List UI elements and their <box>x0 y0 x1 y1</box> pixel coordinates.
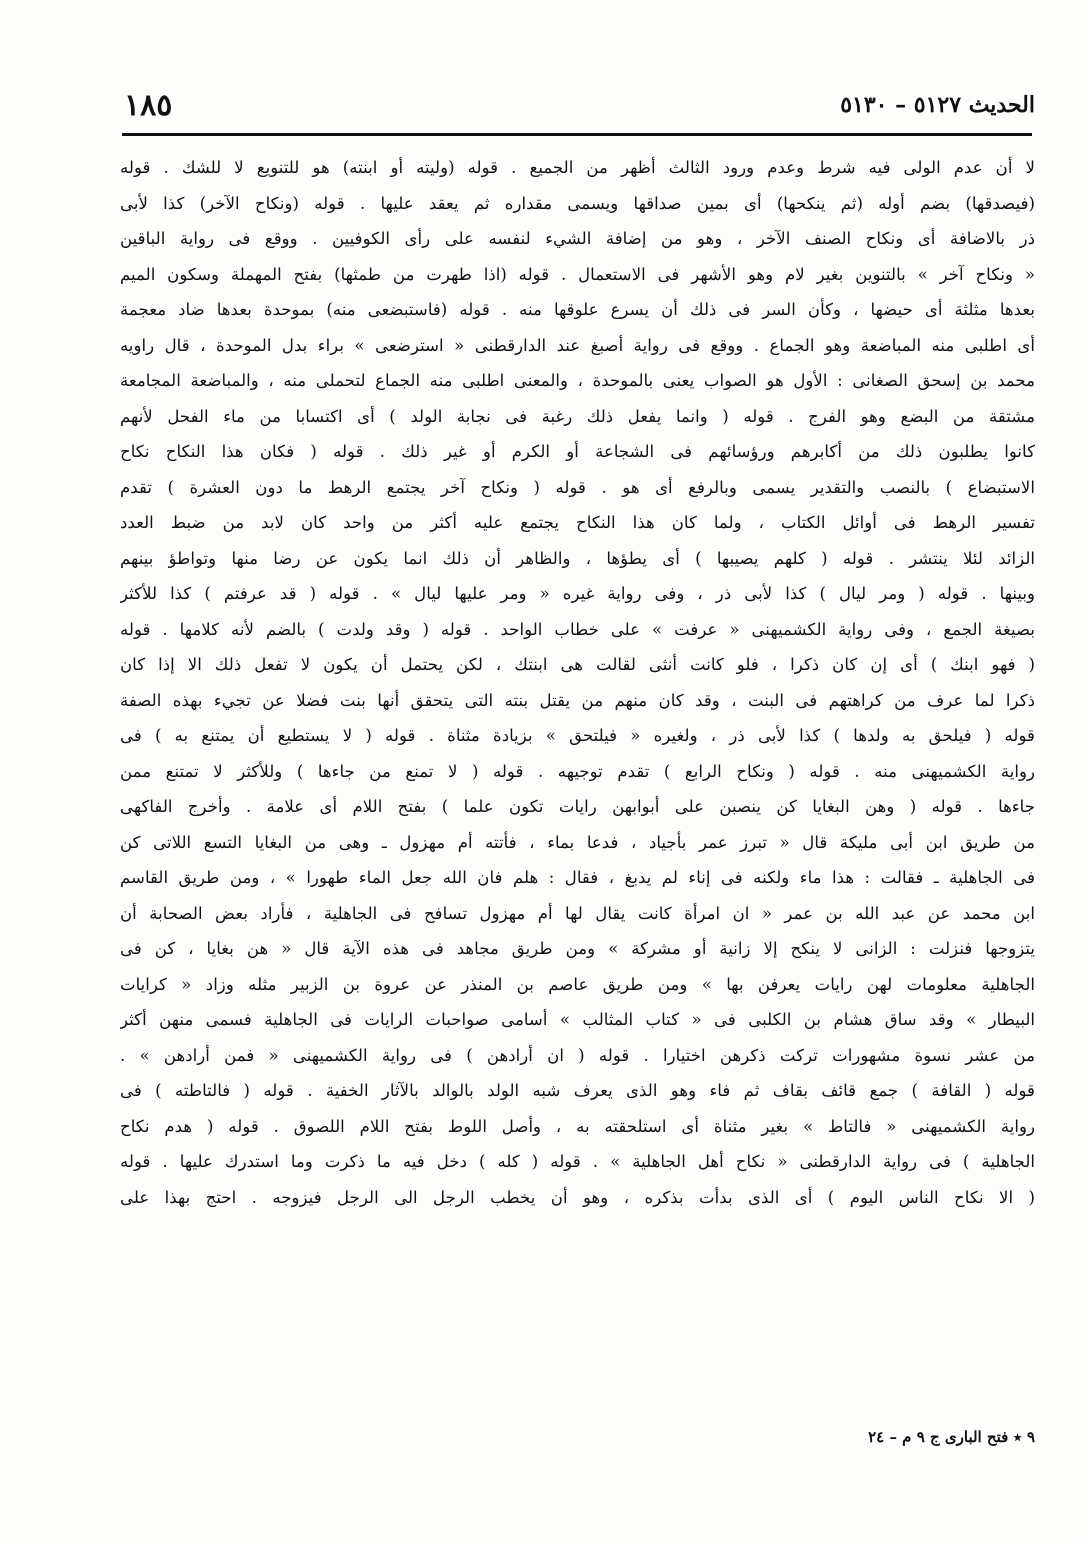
text-line: كانوا يطلبون ذلك من أكابرهم ورؤسائهم فى الشجاعة أو الكرم أو غير ذلك . قوله ( فكان هذا النكاح نكاح <box>120 442 1035 461</box>
text-line: الاستبضاع ) بالنصب والتقدير يسمى وبالرفع أى هو . قوله ( ونكاح آخر يجتمع الرهط ما دون العشرة ) تقدم <box>120 477 1035 497</box>
hadith-range: الحديث ٥١٢٧ – ٥١٣٠ <box>840 92 1035 118</box>
text-line: مشتقة من البضع وهو الفرج . قوله ( وانما يفعل ذلك رغبة فى نجابة الولد ) أى اكتسابا من ماء الفحل لأنهم <box>120 406 1035 426</box>
text-line: ذر بالاضافة أى ونكاح الصنف الآخر ، وهو من إضافة الشيء لنفسه على رأى الكوفيين . ووقع فى رواية الباقين <box>120 229 1035 248</box>
text-line: يتزوجها فنزلت : الزانى لا ينكح إلا زانية أو مشركة » ومن طريق مجاهد فى هذه الآية قال « هن بغايا ، كن فى <box>120 939 1035 958</box>
header-rule <box>122 133 1032 136</box>
body-text <box>120 150 1035 1322</box>
text-line: ابن محمد عن عبد الله بن عمر « ان امرأة كانت يقال لها أم مهزول تسافح فى الجاهلية ، فأراد بعض الصحابة أن <box>120 903 1035 923</box>
text-line: لا أن عدم الولى فيه شرط وعدم ورود الثالث أظهر من الجميع . قوله (وليته أو ابنته) هو للتنويع لا للشك . قوله <box>120 158 1035 177</box>
text-line <box>120 1251 1035 1287</box>
text-line: بعدها مثلثة أى حيضها ، وكأن السر فى ذلك أن يسرع علوقها منه . قوله (فاستبضعى منه) بموحدة بعدها ضاد معجمة <box>120 300 1035 319</box>
text-line: « ونكاح آخر » بالتنوين بغير لام وهو الأشهر فى الاستعمال . قوله (اذا طهرت من طمثها) بفتح المهملة وسكون الميم <box>120 264 1035 284</box>
text-line: ( فهو ابنك ) أى إن كان ذكرا ، فلو كانت أنثى لقالت هى ابنتك ، لكن يحتمل أن يكون لا تفعل ذلك الا إذا كان <box>120 655 1035 674</box>
page-footer <box>120 1428 1035 1458</box>
page-header <box>120 88 1035 134</box>
text-line: ذكرا لما عرف من كراهتهم فى البنت ، وقد كان منهم من يقتل بنته التى يتحقق أنها بنت فضلا عن تجيء بهذه الصفة <box>120 690 1035 710</box>
page-number: ١٨٥ <box>124 88 173 123</box>
text-line: البيطار » وقد ساق هشام بن الكلبى فى « كتاب المثالب » أسامى صواحبات الرايات فى الجاهلية فسمى منهن أكثر <box>120 1010 1035 1029</box>
text-line: ( الا نكاح الناس اليوم ) أى الذى بدأت بذكره ، وهو أن يخطب الرجل الى الرجل فيزوجه . احتج بهذا على <box>120 1187 1035 1207</box>
text-line: بصيغة الجمع ، وفى رواية الكشميهنى « عرفت » على خطاب الواحد . قوله ( وقد ولدت ) بالضم لأنه كلامها . قوله <box>120 619 1035 639</box>
text-line: أى اطلبى منه المباضعة وهو الجماع . ووقع فى رواية أصبغ عند الدارقطنى « استرضعى » براء بدل الموحدة ، قال راويه <box>120 335 1035 355</box>
text-line: رواية الكشميهنى « فالتاط » بغير مثناة أى استلحقته به ، وأصل اللوط بفتح اللام اللصوق . قوله ( هدم نكاح <box>120 1116 1035 1136</box>
text-line: من طريق ابن أبى مليكة قال « تبرز عمر بأجياد ، فدعا بماء ، فأتته أم مهزول ـ وهى من البغايا التسع اللاتى كن <box>120 832 1035 852</box>
text-line: قوله ( فيلحق به ولدها ) كذا لأبى ذر ، ولغيره « فيلتحق » بزيادة مثناة . قوله ( لا يستطيع أن يمتنع به ) فى <box>120 726 1035 745</box>
text-line: تفسير الرهط فى أوائل الكتاب ، ولما كان هذا النكاح يجتمع عليه أكثر من واحد كان لابد من ضبط العدد <box>120 513 1035 532</box>
text-line: (فيصدقها) بضم أوله (ثم ينكحها) أى بمين صداقها ويسمى مقداره ثم يعقد عليها . قوله (ونكاح الآخر) كذا لأبى <box>120 193 1035 213</box>
text-line <box>120 1215 1035 1251</box>
text-line: الجاهلية ) فى رواية الدارقطنى « نكاح أهل الجاهلية » . قوله ( كله ) دخل فيه ما ذكرت وما استدرك عليها . قوله <box>120 1152 1035 1171</box>
text-line <box>120 1286 1035 1322</box>
text-line: من عشر نسوة مشهورات تركت ذكرهن اختيارا . قوله ( ان أرادهن ) فى رواية الكشميهنى « فمن أرادهن » . <box>120 1045 1035 1065</box>
text-line: قوله ( القافة ) جمع قائف بقاف ثم فاء وهو الذى يعرف شبه الولد بالوالد بالآثار الخفية . قوله ( فالتاطته ) فى <box>120 1081 1035 1100</box>
text-line: وبينها . قوله ( ومر ليال ) كذا لأبى ذر ، وفى رواية غيره « ومر عليها ليال » . قوله ( قد عرفتم ) كذا للأكثر <box>120 584 1035 603</box>
text-line: الزائد لئلا ينتشر . قوله ( كلهم يصيبها ) أى يطؤها ، والظاهر أن ذلك انما يكون عن رضا منها وتواطؤ بينهم <box>120 548 1035 568</box>
footer-signature: ٩ ٭ فتح البارى ج ٩ م – ٢٤ <box>868 1428 1035 1446</box>
text-line: جاءها . قوله ( وهن البغايا كن ينصبن على أبوابهن رايات تكون علما ) بفتح اللام أى علامة . وأخرج الفاكهى <box>120 797 1035 816</box>
text-line: فى الجاهلية ـ فقالت : هذا ماء ولكنه فى إناء لم يدبغ ، فقال : هلم فان الله جعل الماء طهورا » ، ومن طريق القاسم <box>120 868 1035 887</box>
text-line: الجاهلية معلومات لهن رايات يعرفن بها » ومن طريق عاصم بن المنذر عن عروة بن الزبير مثله وزاد « كرايات <box>120 974 1035 994</box>
text-line: محمد بن إسحق الصغانى : الأول هو الصواب يعنى بالموحدة ، والمعنى اطلبى منه الجماع لتحملى منه ، والمباضعة المجامعة <box>120 371 1035 390</box>
text-line: رواية الكشميهنى منه . قوله ( ونكاح الرابع ) تقدم توجيهه . قوله ( لا تمنع من جاءها ) وللأكثر لا تمتنع ممن <box>120 761 1035 781</box>
